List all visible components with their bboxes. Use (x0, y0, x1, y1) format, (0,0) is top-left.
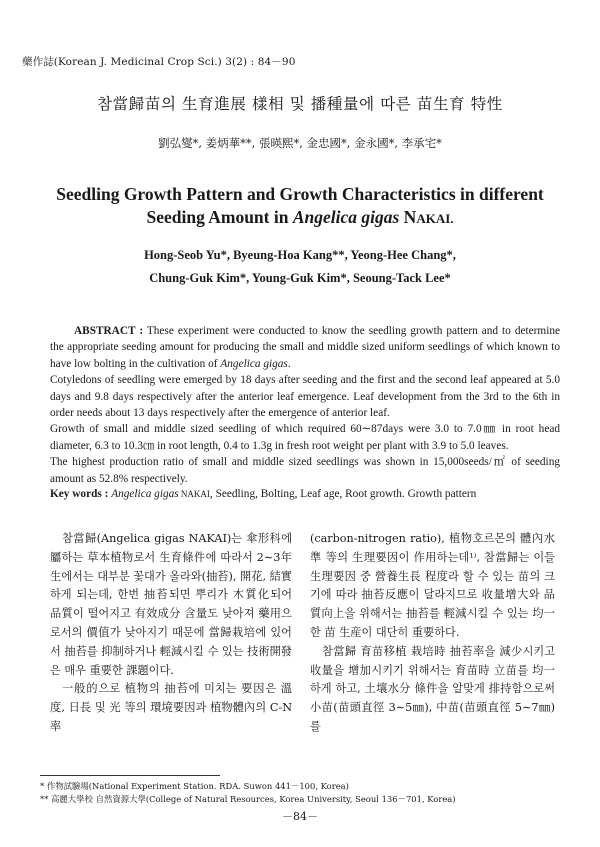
abstract-para4: The highest production ratio of small and middle sized seedlings was shown in 15,000seeds/㎡ of seeding amount as 52.8% respectively. (50, 456, 560, 485)
korean-title: 참當歸苗의 生育進展 樣相 및 播種量에 따른 苗生育 特性 (97, 95, 503, 113)
abstract-para1-end: . (287, 357, 291, 370)
keywords-rest: , Seedling, Bolting, Leaf age, Root growth. Growth pattern (209, 488, 477, 500)
keywords-species: Angelica gigas (111, 488, 179, 500)
korean-authors: 劉弘燮*, 姜炳華**, 張暎熙*, 金忠國*, 金永國*, 李承宅* (158, 136, 442, 150)
english-title-author-suffix: AKAI. (416, 211, 454, 226)
body-left-column (50, 530, 292, 737)
abstract-para1-text: These experiment were conducted to know the seedling growth pattern and to determine the appropriate seeding amount for producing the small and middle sized uniform seedlings of which known to have low bolting in the cultivation of (50, 325, 560, 370)
abstract-label: ABSTRACT : (74, 325, 144, 337)
english-authors (40, 244, 560, 290)
english-title (40, 183, 560, 230)
keywords-label: Key words : (50, 488, 109, 500)
english-authors-line2: Chung-Guk Kim*, Young-Guk Kim*, Seoung-Tack Lee* (149, 271, 451, 285)
abstract (50, 323, 560, 487)
body-left-para1: 참當歸(Angelica gigas NAKAI)는 傘形科에 屬하는 草本植物로서 生育條件에 따라서 2∼3年生에서는 대부분 꽃대가 올라와(抽苔), 開花, 結實하게 되는데, 한번 抽苔되면 뿌리가 木質化되어 品質이 떨어지고 有效成分 含量도 낮아져 藥用으로서의 價值가 낮아지기 때문에 當歸栽培에 있어서 抽苔를 抑制하거나 輕減시킬 수 있는 技術開發은 매우 重要한 課題이다. (50, 532, 292, 677)
english-title-species: Angelica gigas (292, 207, 400, 227)
abstract-para3: Growth of small and middle sized seedling of which required 60∼87days were 3.0 to 7.0㎜ in root head diameter, 6.3 to 10.3㎝ in root length, 0.4 to 1.3g in fresh root weight per plant with 3.9 to 5.0 leaves. (50, 423, 560, 452)
page-number: －84－ (282, 810, 318, 823)
journal-header: 藥作誌(Korean J. Medicinal Crop Sci.) 3(2) : 84－90 (22, 56, 296, 68)
english-title-author-name: N (399, 207, 417, 227)
body-left-para2: 一般的으로 植物의 抽苔에 미치는 要因은 溫度, 日長 및 光 等의 環境要因과 植物體內의 C-N率 (50, 682, 292, 733)
body-right-para1: (carbon-nitrogen ratio), 植物호르몬의 體內水準 等의 生理要因이 作用하는데¹⁾, 참當歸는 이들 生理要因 중 營養生長 程度라 할 수 있는 苗의 크기에 따라 抽苔反應이 달라지므로 收量增大와 品質向上을 위해서는 抽苔를 輕減시킬 수 있는 均一한 苗 生産이 대단히 重要하다. (310, 532, 555, 639)
footnote-2: ** 高麗大學校 自然資源大學(College of Natural Resources, Korea University, Seoul 136－701, Korea) (40, 794, 456, 804)
abstract-para1 (50, 323, 560, 372)
keywords-author: NAKAI (178, 489, 210, 499)
body-right-column (310, 530, 555, 737)
english-authors-line1: Hong-Seob Yu*, Byeung-Hoa Kang**, Yeong-Hee Chang*, (144, 248, 456, 262)
english-title-line2 (40, 206, 560, 230)
english-title-line1: Seedling Growth Pattern and Growth Characteristics in different (56, 184, 544, 204)
footnotes (40, 780, 560, 806)
abstract-para1-species: Angelica gigas (220, 357, 288, 370)
keywords (50, 488, 560, 500)
footnote-divider (40, 775, 220, 776)
english-title-prefix: Seeding Amount in (146, 207, 293, 227)
abstract-para2: Cotyledons of seedling were emerged by 18 days after seeding and the first and the second leaf appeared at 5.0 days and 9.8 days respectively after the anterior leaf emergence. Leaf development from the 3rd to the 6th in order needs about 13 days respectively after the emergence of anterior leaf. (50, 374, 560, 420)
footnote-1: * 作物試驗場(National Experiment Station. RDA. Suwon 441－100, Korea) (40, 781, 349, 791)
body-right-para2: 참當歸 育苗移植 栽培時 抽苔率을 減少시키고 收量을 增加시키기 위해서는 育苗時 立苗를 均一하게 하고, 土壤水分 條件을 알맞게 排持함으로써 小苗(苗頭直徑 3∼5㎜), 中苗(苗頭直徑 5∼7㎜)를 (310, 644, 555, 733)
